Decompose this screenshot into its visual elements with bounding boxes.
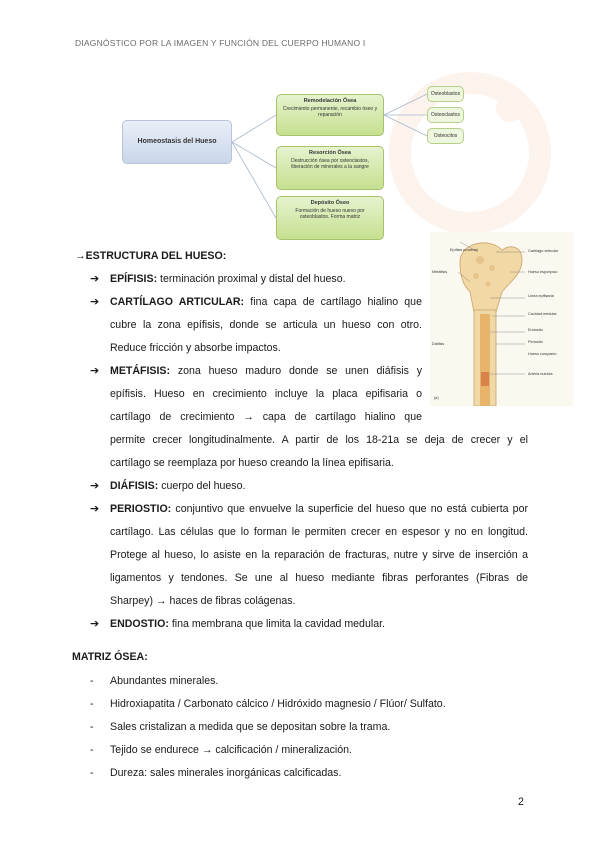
bone-label: Cartílago articular: [528, 249, 558, 253]
bone-label: Periostio: [528, 340, 543, 344]
branch-title: Remodelación Ósea: [303, 98, 357, 104]
bone-illustration: [430, 232, 573, 406]
bone-label: Metáfisis: [432, 270, 447, 274]
bone-label: (a): [434, 396, 439, 400]
concept-leaf: Osteocitos: [427, 128, 464, 144]
concept-branch-remodelacion: [276, 94, 384, 136]
definition: zona hueso maduro donde se unen diáfisis y: [177, 365, 422, 377]
branch-title: Resorción Ósea: [309, 150, 351, 156]
arrow-bullet-icon: ➔: [90, 273, 100, 285]
list-item-text: Dureza: sales minerales inorgánicas calcificadas.: [110, 767, 342, 779]
text-line: Protege al hueso, lo asiste en la reparación de fracturas, nutre y sirve de inserción a: [110, 549, 528, 561]
branch-text: Crecimiento permanente, recambio óseo y reparación: [282, 105, 378, 119]
term: PERIOSTIO:: [110, 503, 172, 515]
text-line: permite crecer longitudinalmente. A partir de los 18-21a se deja de crecer y el: [110, 434, 528, 446]
term: CARTÍLAGO ARTICULAR:: [110, 296, 245, 308]
branch-title: Depósito Óseo: [310, 200, 350, 206]
text-line: cartílago. Las células que lo forman le permiten crecer en espesor y no en longitud.: [110, 526, 528, 538]
branch-text: Formación de hueso nuevo por osteoblastos. Forma matriz: [295, 207, 365, 221]
concept-branch-resorcion: [276, 146, 384, 190]
text-line: epífisis. Hueso en crecimiento incluye la placa epifisaria o: [110, 388, 422, 400]
bone-label: Arteria nutricia: [528, 372, 553, 376]
branch-text: Destrucción ósea por osteoclastos, liberación de minerales a la sangre: [291, 157, 369, 171]
list-item-text: Hidroxiapatita / Carbonato cálcico / Hidróxido magnesio / Flúor/ Sulfato.: [110, 698, 446, 710]
bone-label: Cavidad medular: [528, 312, 557, 316]
dash-bullet: -: [90, 698, 94, 710]
page-number: 2: [518, 796, 524, 808]
bone-label: Endostio: [528, 328, 543, 332]
bone-label: Diáfisis: [432, 342, 445, 346]
long-bone-drawing: [430, 232, 573, 406]
arrow-bullet-icon: ➔: [90, 503, 100, 515]
term: EPÍFISIS:: [110, 273, 158, 285]
concept-branch-deposito: [276, 196, 384, 240]
concept-map: [0, 0, 600, 240]
concept-leaf: Osteoblastos: [427, 86, 464, 102]
list-item-text: Abundantes minerales.: [110, 675, 219, 687]
dash-bullet: -: [90, 721, 94, 733]
text-line: cartílago de crecimiento → capa de cartílago hialino que: [110, 411, 422, 423]
arrow-bullet-icon: ➔: [90, 618, 100, 630]
term: METÁFISIS:: [110, 365, 171, 377]
term: ENDOSTIO:: [110, 618, 169, 630]
bone-label: Hueso esponjoso: [528, 270, 558, 274]
list-item-text: Tejido se endurece → calcificación / mineralización.: [110, 744, 353, 756]
dash-bullet: -: [90, 744, 94, 756]
term: DIÁFISIS:: [110, 480, 159, 492]
list-item-text: Sales cristalizan a medida que se depositan sobre la trama.: [110, 721, 391, 733]
text-line: Reduce fricción y absorbe impactos.: [110, 342, 281, 354]
arrow-bullet-icon: ➔: [90, 296, 100, 308]
bone-label: Hueso compacto: [528, 352, 557, 356]
bone-label: Línea epifisaria: [528, 294, 554, 298]
arrow-bullet-icon: ➔: [90, 480, 100, 492]
text-line: cubre la zona epífisis, donde se articula un hueso con otro.: [110, 319, 422, 331]
dash-bullet: -: [90, 767, 94, 779]
definition: cuerpo del hueso.: [161, 480, 246, 492]
arrow-bullet-icon: ➔: [90, 365, 100, 377]
section-title-estructura: →ESTRUCTURA DEL HUESO:: [75, 250, 227, 262]
dash-bullet: -: [90, 675, 94, 687]
definition: terminación proximal y distal del hueso.: [160, 273, 346, 285]
bone-label: Epífisis proximal: [450, 248, 478, 252]
text-line: ligamentos y tendones. Se une al hueso mediante fibras perforantes (Fibras de: [110, 572, 528, 584]
definition: fina capa de cartílago hialino que: [250, 296, 422, 308]
concept-main-box: Homeostasis del Hueso: [122, 120, 232, 164]
definition: conjuntivo que envuelve la superficie del hueso que no está cubierta por: [175, 503, 528, 515]
concept-leaf: Osteoclastos: [427, 107, 464, 123]
text-line: cartílago se reemplaza por hueso creando la línea epifisaria.: [110, 457, 394, 469]
text-line: Sharpey) → haces de fibras colágenas.: [110, 595, 296, 607]
page-header: DIAGNÓSTICO POR LA IMAGEN Y FUNCIÓN DEL CUERPO HUMANO I: [75, 38, 366, 48]
definition: fina membrana que limita la cavidad medular.: [171, 618, 385, 630]
section-title-matriz: MATRIZ ÓSEA:: [72, 651, 148, 663]
